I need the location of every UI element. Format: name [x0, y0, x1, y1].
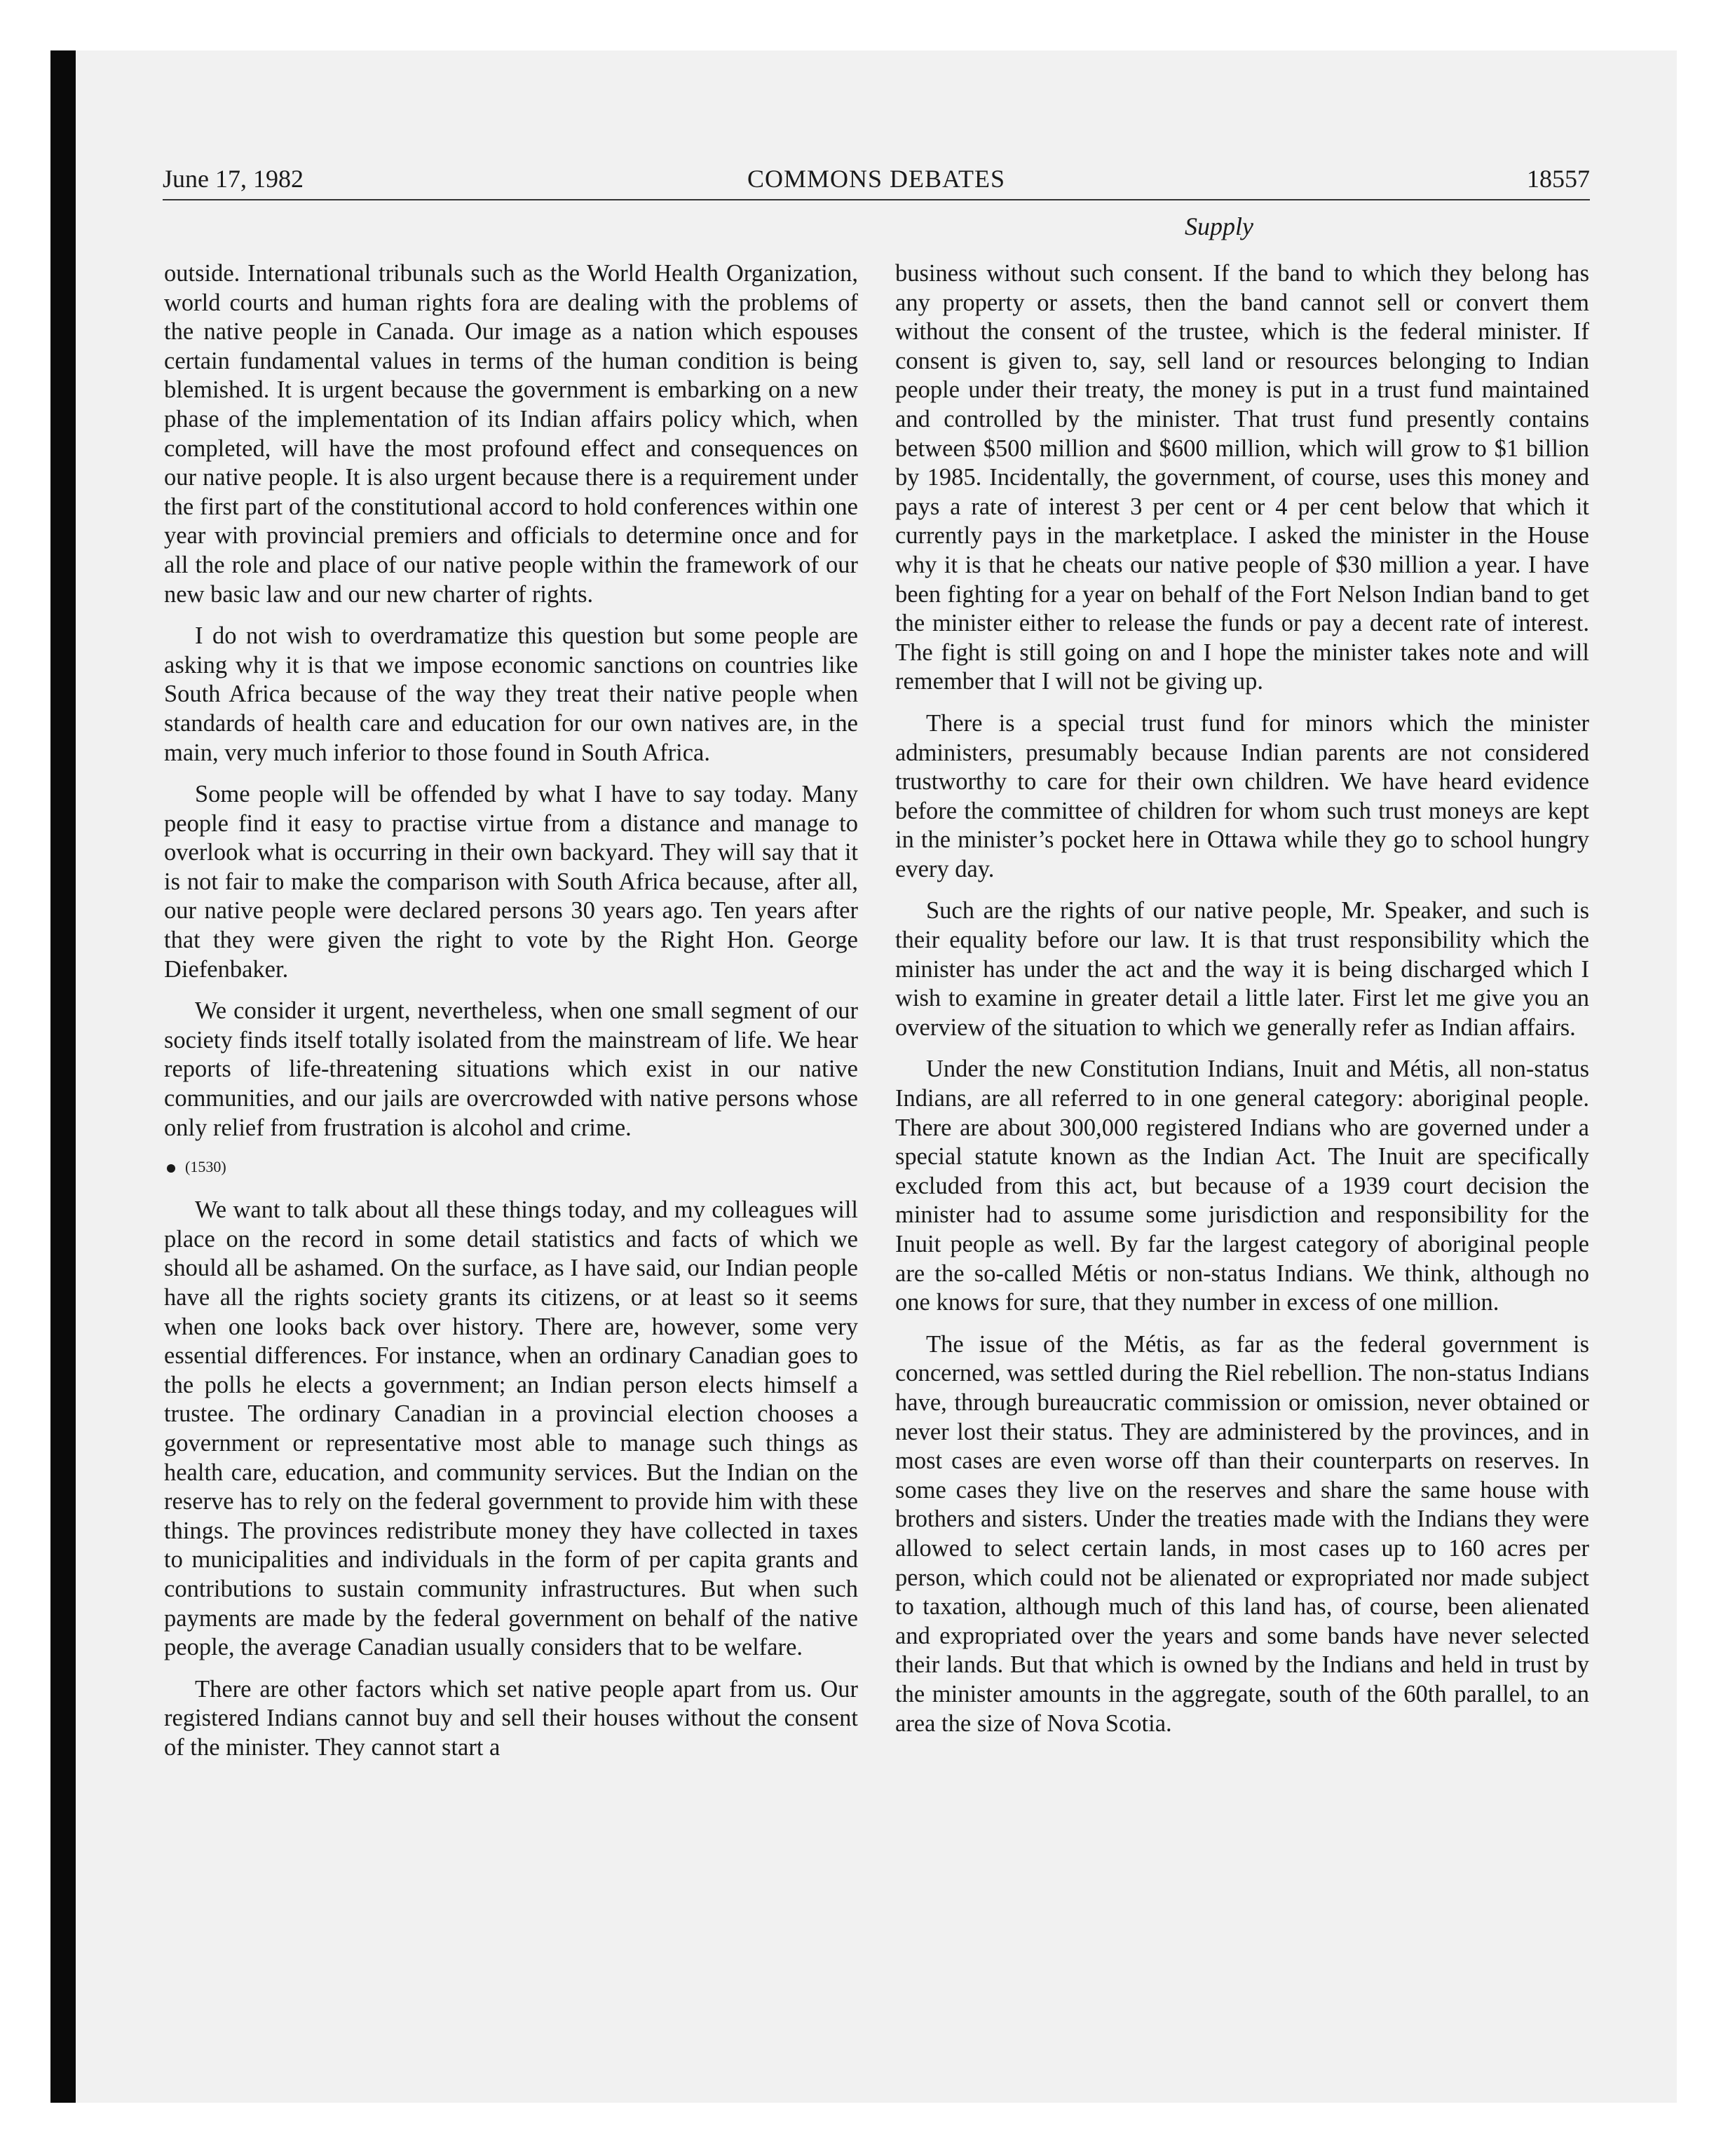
header-page-number: 18557	[1527, 165, 1590, 193]
time-marker	[164, 1155, 858, 1179]
paragraph: outside. International tribunals such as the World Health Organization, world courts and human rights fora are dealing with the problems of the native people in Canada. Our image as a nation which espouses certain fundamental values in terms of the human condition is being blemished. It is urgent because the government is embarking on a new phase of the implementation of its Indian affairs policy which, when completed, will have the most profound effect and consequences on our native people. It is also urgent because there is a requirement under the first part of the constitutional accord to hold conferences within one year with provincial premiers and officials to determine once and for all the role and place of our native people within the framework of our new basic law and our new charter of rights.	[164, 260, 858, 608]
bullet-icon	[167, 1164, 175, 1173]
time-marker-label: (1530)	[185, 1158, 226, 1176]
paragraph: The issue of the Métis, as far as the federal government is concerned, was settled during the Riel rebellion. The non-status Indians have, through bureaucratic commission or omission, never obtained or never lost their status. They are administered by the provinces, and in most cases are even worse off than their counterparts on reserves. In some cases they live on the reserves and share the same house with brothers and sisters. Under the treaties made with the Indians they were allowed to select certain lands, in most cases up to 160 acres per person, which could not be alienated or expropriated nor made subject to taxation, although much of this land has, of course, been alienated and expropriated over the years and some bands have never selected their lands. But that which is owned by the Indians and held in trust by the minister amounts in the aggregate, south of the 60th parallel, to an area the size of Nova Scotia.	[895, 1330, 1589, 1737]
paragraph: business without such consent. If the band to which they belong has any property or assets, then the band cannot sell or convert them without the consent of the trustee, which is the federal minister. If consent is given to, say, sell land or resources belonging to Indian people under their treaty, the money is put in a trust fund maintained and controlled by the minister. That trust fund presently contains between $500 million and $600 million, which will grow to $1 billion by 1985. Incidentally, the government, of course, uses this money and pays a rate of interest 3 per cent or 4 per cent below that which it currently pays in the marketplace. I asked the minister in the House why it is that he cheats our native people of $30 million a year. I have been fighting for a year on behalf of the Fort Nelson Indian band to get the minister either to release the funds or pay a decent rate of interest. The fight is still going on and I hope the minister takes note and will remember that I will not be giving up.	[895, 260, 1589, 695]
page-header	[163, 163, 1590, 200]
paragraph: We consider it urgent, nevertheless, when one small segment of our society finds itself totally isolated from the mainstream of life. We hear reports of life-threatening situations which exist in our native communities, and our jails are overcrowded with native persons whose only relief from frustration is alcohol and crime.	[164, 997, 858, 1141]
paragraph: I do not wish to overdramatize this question but some people are asking why it is that we impose economic sanctions on countries like South Africa because of the way they treat their native people when standards of health care and education for our own natives are, in the main, very much inferior to those found in South Africa.	[164, 622, 858, 766]
paragraph: Some people will be offended by what I have to say today. Many people find it easy to practise virtue from a distance and manage to overlook what is occurring in their own backyard. They will say that it is not fair to make the comparison with South Africa because, after all, our native people were declared persons 30 years ago. Ten years after that they were given the right to vote by the Right Hon. George Diefenbaker.	[164, 781, 858, 983]
paragraph: There is a special trust fund for minors which the minister administers, presumably because Indian parents are not considered trustworthy to care for their own children. We have heard evidence before the committee of children for whom such trust moneys are kept in the minister’s pocket here in Ottawa while they go to school hungry every day.	[895, 709, 1589, 882]
paragraph: There are other factors which set native people apart from us. Our registered Indians cannot buy and sell their houses without the consent of the minister. They cannot start a	[164, 1675, 858, 1761]
right-column	[895, 259, 1589, 1738]
paragraph: Such are the rights of our native people, Mr. Speaker, and such is their equality before our law. It is that trust responsibility which the minister has under the act and the way it is being discharged which I wish to examine in greater detail a little later. First let me give you an overview of the situation to which we generally refer as Indian affairs.	[895, 897, 1589, 1041]
header-title: COMMONS DEBATES	[747, 165, 1006, 193]
page-spine-shadow	[50, 50, 76, 2103]
section-title: Supply	[1185, 212, 1253, 240]
left-column	[164, 259, 858, 1763]
header-date: June 17, 1982	[163, 165, 304, 193]
paragraph: We want to talk about all these things today, and my colleagues will place on the record in some detail statistics and facts of which we should all be ashamed. On the surface, as I have said, our Indian people have all the rights society grants its citizens, or at least so it seems when one looks back over history. There are, however, some very essential differences. For instance, when an ordinary Canadian goes to the polls he elects a government; an Indian person elects himself a trustee. The ordinary Canadian in a provincial election chooses a government or representative most able to manage such things as health care, education, and community services. But the Indian on the reserve has to rely on the federal government to provide him with these things. The provinces redistribute money they have collected in taxes to municipalities and individuals in the form of per capita grants and contributions to sustain community infrastructures. But when such payments are made by the federal government on behalf of the native people, the average Canadian usually considers that to be welfare.	[164, 1196, 858, 1661]
paragraph: Under the new Constitution Indians, Inuit and Métis, all non-status Indians, are all referred to in one general category: aboriginal people. There are about 300,000 registered Indians who are governed under a special statute known as the Indian Act. The Inuit are specifically excluded from this act, but because of a 1939 court decision the minister had to assume some jurisdiction and responsibility for the Inuit people as well. By far the largest category of aboriginal people are the so-called Métis or non-status Indians. We think, although no one knows for sure, that they number in excess of one million.	[895, 1056, 1589, 1316]
